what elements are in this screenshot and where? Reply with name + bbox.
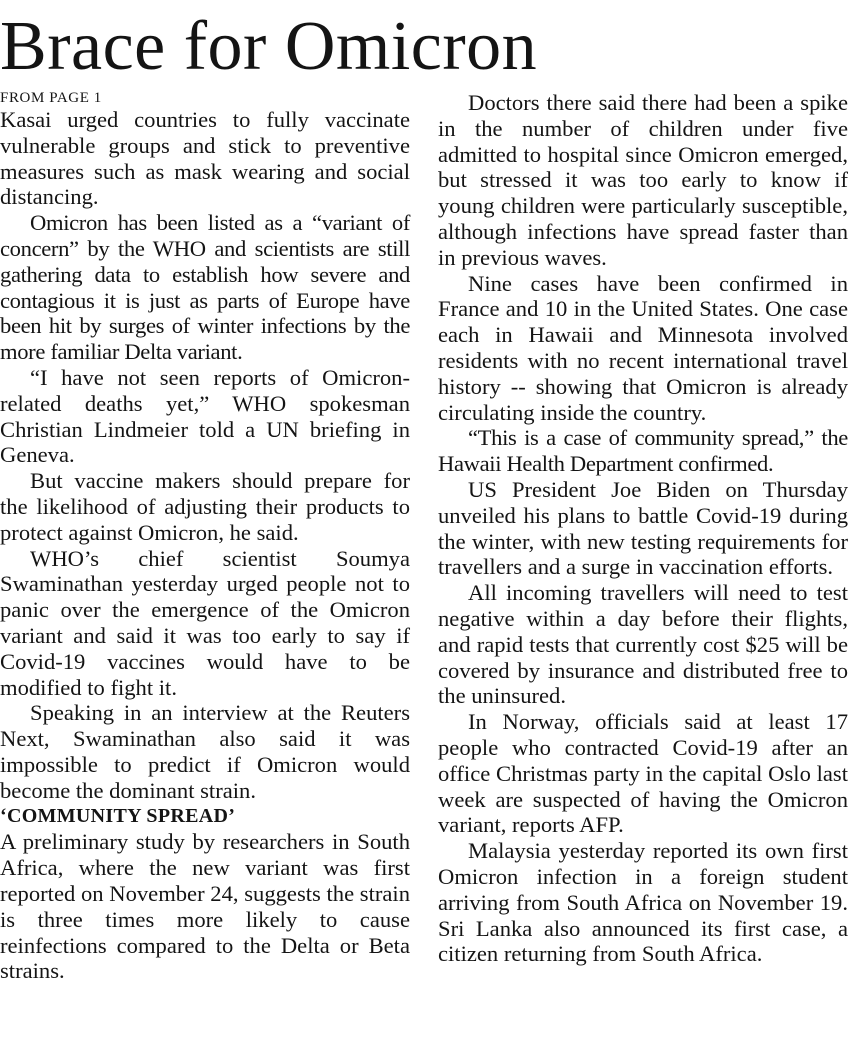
headline: Brace for Omicron	[0, 8, 538, 85]
subheading: ‘COMMUNITY SPREAD’	[0, 804, 236, 827]
continuation-kicker: FROM PAGE 1	[0, 90, 102, 106]
paragraph: All incoming travellers will need to test negative within a day before their flights, and rapid tests that currently cost $25 will be covered by insurance and distributed free to the uninsured.	[438, 580, 848, 709]
paragraph: Nine cases have been confirmed in France and 10 in the United States. One case each in Hawaii and Minnesota involved residents with no recent international travel history -- showing that Omicron is already circulating inside the country.	[438, 270, 848, 425]
paragraph: Kasai urged countries to fully vaccinate vulnerable groups and stick to preventive measures such as mask wearing and social distancing.	[0, 107, 410, 210]
paragraph: Malaysia yesterday reported its own first Omicron infection in a foreign student arriving from South Africa on November 19. Sri Lanka also announced its first case, a citizen returning from South Africa.	[438, 838, 848, 967]
paragraph: A preliminary study by researchers in South Africa, where the new variant was first reported on November 24, suggests the strain is three times more likely to cause reinfections compared to the Delta or Beta strains.	[0, 829, 410, 984]
paragraph: Omicron has been listed as a “variant of concern” by the WHO and scientists are still gathering data to establish how severe and contagious it is just as parts of Europe have been hit by surges of winter infections by the more familiar Delta variant.	[0, 210, 410, 365]
paragraph: In Norway, officials said at least 17 people who contracted Covid-19 after an office Christmas party in the capital Oslo last week are suspected of having the Omicron variant, reports AFP.	[438, 709, 848, 838]
paragraph: WHO’s chief scientist Soumya Swaminathan yesterday urged people not to panic over the emergence of the Omicron variant and said it was too early to say if Covid-19 vaccines would have to be modified to fight it.	[0, 545, 410, 700]
paragraph: But vaccine makers should prepare for the likelihood of adjusting their products to protect against Omicron, he said.	[0, 468, 410, 545]
paragraph: “This is a case of community spread,” the Hawaii Health Department confirmed.	[438, 425, 848, 477]
paragraph: Speaking in an interview at the Reuters Next, Swaminathan also said it was impossible to predict if Omicron would become the dominant strain.	[0, 700, 410, 803]
paragraph: US President Joe Biden on Thursday unveiled his plans to battle Covid-19 during the winter, with new testing requirements for travellers and a surge in vaccination efforts.	[438, 476, 848, 580]
article-column-left	[0, 90, 410, 984]
article-column-right	[438, 90, 848, 967]
paragraph: “I have not seen reports of Omicron-related deaths yet,” WHO spokesman Christian Lindmeier told a UN briefing in Geneva.	[0, 364, 410, 468]
paragraph: Doctors there said there had been a spike in the number of children under five admitted to hospital since Omicron emerged, but stressed it was too early to know if young children were particularly susceptible, although infections have spread faster than in previous waves.	[438, 90, 848, 270]
